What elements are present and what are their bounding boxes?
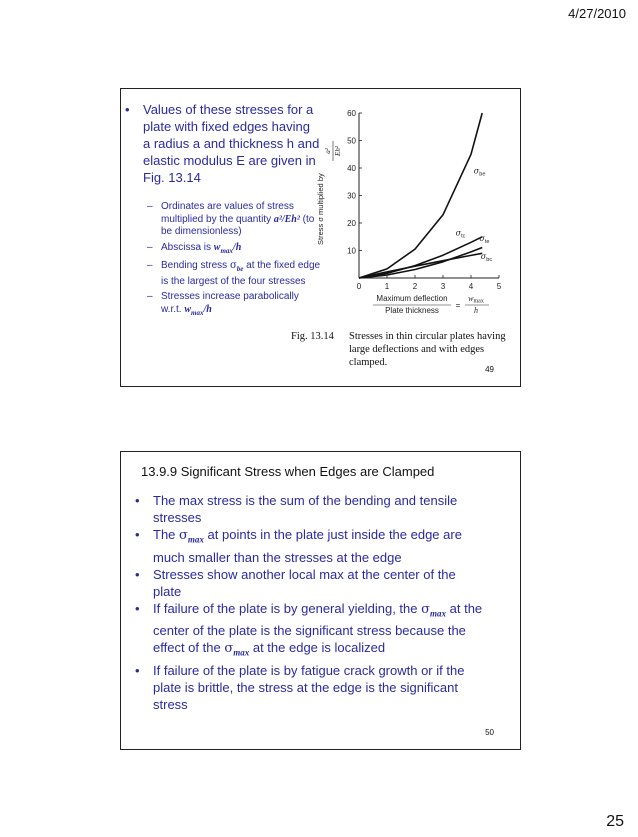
x-label-top: Maximum deflection xyxy=(376,294,448,303)
y-tick-label: 60 xyxy=(347,109,356,118)
slide-49 xyxy=(120,88,521,387)
x-tick-label: 0 xyxy=(356,282,362,291)
x-tick-label: 2 xyxy=(412,282,418,291)
sub-bullet-abscissa: – Abscissa is $w_{max}/h$ xyxy=(147,241,242,255)
main-bullet-text: Values of these stresses for a plate with fixed edges having a radius a and thickness h and elastic modulus E are given in Fig. 13.14 xyxy=(143,102,320,185)
figure-number: Fig. 13.14 xyxy=(291,331,334,342)
x-tick-label: 3 xyxy=(440,282,446,291)
list-item: • If failure of the plate is by fatigue crack growth or if the plate is brittle, the stress at the edge is the significant stress xyxy=(135,662,465,712)
x-label-right-bottom: h xyxy=(474,306,478,315)
x-tick-label: 1 xyxy=(384,282,390,291)
x-label-bottom: Plate thickness xyxy=(385,306,439,315)
slide-number: 50 xyxy=(485,728,494,737)
slide-title: 13.9.9 Significant Stress when Edges are Clamped xyxy=(141,464,435,479)
series-label-te: $\sigma_{te}$ xyxy=(479,233,490,245)
stress-chart xyxy=(307,95,507,331)
x-tick-label: 4 xyxy=(468,282,474,291)
sub-bullet-bending: – Bending stress $\sigma_{be}$ at the fixed edge is the largest of the four stresses xyxy=(147,260,321,287)
x-label-right-top: wmax xyxy=(468,294,484,305)
bullet-list xyxy=(135,492,485,713)
series-line-bc xyxy=(359,253,482,278)
quantity-formula: a²/Eh² xyxy=(273,213,300,225)
y-label-fraction-num: a² xyxy=(324,148,332,154)
sub-bullets xyxy=(147,201,322,322)
caption-text: Stresses in thin circular plates having large deflections and with edges clamped. xyxy=(349,331,506,368)
figure-caption xyxy=(291,330,511,369)
y-tick-label: 50 xyxy=(347,136,356,146)
slide-number: 49 xyxy=(485,365,494,374)
sub-bullet-ordinates: – Ordinates are values of stress multiplied by the quantity a²/Eh² (to be dimensionless) xyxy=(147,201,315,237)
y-tick-label: 30 xyxy=(347,191,356,201)
list-item: • The $\sigma_{max}$ at points in the plate just inside the edge are much smaller than the stresses at the edge xyxy=(135,527,462,565)
main-bullet xyxy=(125,101,320,186)
y-axis-label: Stress σ multiplied by xyxy=(316,173,325,245)
series-line-be xyxy=(359,113,482,278)
x-label-equals: = xyxy=(455,301,461,310)
y-tick-label: 40 xyxy=(347,164,356,173)
y-tick-label: 10 xyxy=(347,246,356,256)
print-date: 4/27/2010 xyxy=(568,6,626,21)
page-number: 25 xyxy=(606,813,624,830)
list-item: • Stresses show another local max at the center of the plate xyxy=(135,566,456,599)
series-label-be: $\sigma_{be}$ xyxy=(473,166,486,178)
bullet-marker: • xyxy=(125,102,130,117)
series-label-bc: $\sigma_{bc}$ xyxy=(480,251,493,263)
x-tick-label: 5 xyxy=(496,282,502,291)
list-item: • If failure of the plate is by general yielding, the $\sigma_{max}$ at the center of the plate is the significant stress because the effect of the $\sigma_{max}$ at the edge is localized xyxy=(135,600,483,658)
series-label-tc: $\sigma_{tc}$ xyxy=(455,228,466,240)
list-item: • The max stress is the sum of the bending and tensile stresses xyxy=(135,493,458,525)
y-tick-label: 20 xyxy=(347,219,356,228)
sub-bullet-parabolic: – Stresses increase parabolically w.r.t. $w_{max}/h$ xyxy=(147,291,299,317)
slide-50 xyxy=(120,451,521,750)
y-label-fraction-den: Eh² xyxy=(334,146,342,156)
